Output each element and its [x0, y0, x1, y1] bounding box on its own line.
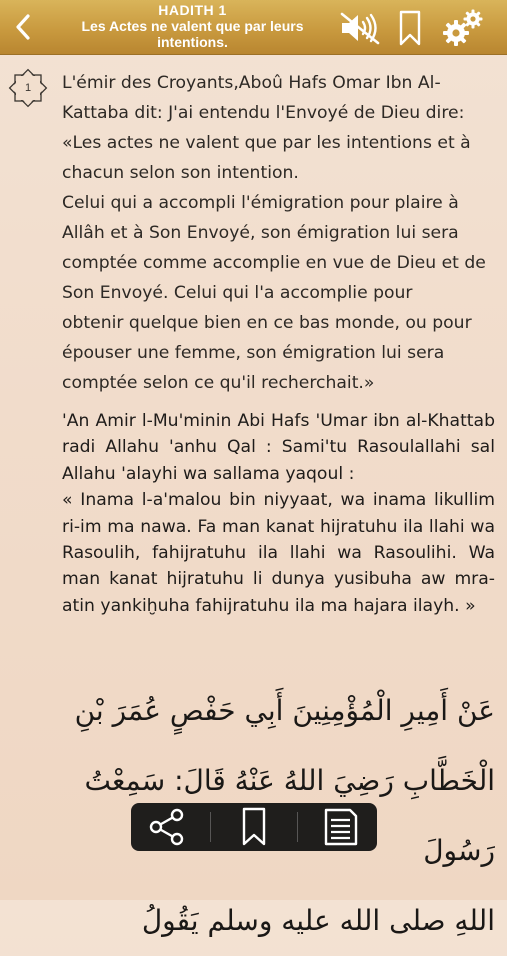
- arabic-text: عَنْ أَمِيرِ الْمُؤْمِنِينَ أَبِي حَفْصٍ عُمَرَ بْنِ الْخَطَّابِ رَضِيَ اللهُ عَنْهُ قَالَ: سَمِعْتُ رَسُولَ اللهِ صلى الله عليه وسلم يَقُولُ: [74, 694, 495, 937]
- french-translation-text: L'émir des Croyants,Aboû Hafs Omar Ibn Al- Kattaba dit: J'ai entendu l'Envoyé de Dieu dire: «Les actes ne valent que par les intentions et à chacun selon son intention. Celui qui a accompli l'émigration pour plaire à Allâh et à Son Envoyé, son émigration lui sera comptée comme accomplie en vue de Dieu et de Son Envoyé. Celui qui l'a accomplie pour obtenir quelque bien en ce bas monde, ou pour épouser une femme, son émigration lui sera comptée selon ce qu'il recherchait.»: [62, 73, 486, 393]
- bookmark-header-button[interactable]: [395, 8, 425, 48]
- hadith-number-badge: [6, 66, 50, 110]
- bookmark-toolbar-button[interactable]: [224, 805, 284, 849]
- gears-icon: [441, 8, 485, 48]
- toolbar-divider: [297, 812, 298, 842]
- toolbar-divider: [210, 812, 211, 842]
- bookmark-icon: [241, 807, 267, 847]
- sound-toggle-button[interactable]: [336, 8, 384, 48]
- top-navigation-bar: [0, 0, 507, 55]
- chevron-left-icon: [13, 12, 33, 42]
- share-button[interactable]: [137, 805, 197, 849]
- header-title-block: [70, 2, 315, 50]
- speaker-muted-icon: [338, 10, 382, 46]
- share-icon: [147, 807, 187, 847]
- note-button[interactable]: [311, 805, 371, 849]
- transliteration-text: 'An Amir l-Mu'minin Abi Hafs 'Umar ibn al-Khattab radi Allahu 'anhu Qal : Sami'tu Rasoulallahi sal Allahu 'alayhi wa sallama yaqoul : « Inama l-a'malou bin niyyaat, wa inama likullim ri-im ma nawa. Fa man kanat hijratuhu ila llahi wa Rasoulih, fahijratuhu ila llahi wa Rasoulihi. Wa man kanat hijratuhu li dunya yusibuha aw mra-atin yankiḫuha fahijratuhu ila ma hajara ilayh. »: [62, 411, 495, 616]
- note-icon: [323, 808, 359, 846]
- page-title: HADITH 1: [158, 2, 227, 18]
- page-subtitle: Les Actes ne valent que par leurs intentions.: [81, 18, 304, 50]
- hadith-number: 1: [24, 82, 32, 94]
- floating-action-toolbar: [131, 803, 377, 851]
- back-button[interactable]: [6, 8, 40, 46]
- settings-button[interactable]: [440, 8, 486, 48]
- bookmark-icon: [398, 10, 422, 46]
